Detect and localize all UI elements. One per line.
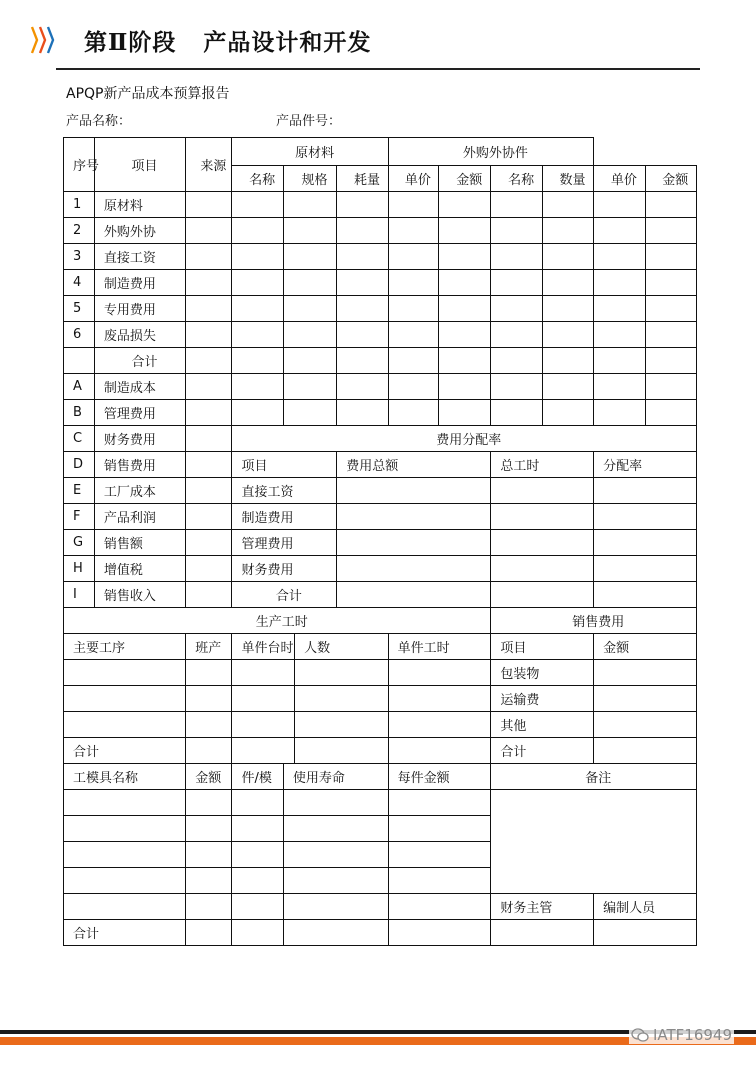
input-cell[interactable] [388, 322, 438, 348]
input-cell[interactable] [283, 790, 388, 816]
input-cell[interactable] [64, 894, 186, 920]
input-cell[interactable] [232, 322, 283, 348]
seq-cell: E [64, 478, 95, 504]
input-cell[interactable] [337, 556, 491, 582]
seq-cell: H [64, 556, 95, 582]
item-cell: 制造成本 [94, 374, 185, 400]
prod-header: 班产 [186, 634, 232, 660]
col-header: 金额 [439, 166, 491, 192]
table-row [64, 348, 697, 374]
input-cell[interactable] [594, 478, 697, 504]
table-row [64, 296, 697, 322]
input-cell[interactable] [232, 348, 283, 374]
table-row [64, 608, 697, 634]
table-row [64, 270, 697, 296]
input-cell[interactable] [186, 530, 232, 556]
input-cell[interactable] [186, 842, 232, 868]
input-cell[interactable] [337, 504, 491, 530]
input-cell[interactable] [594, 322, 645, 348]
input-cell[interactable] [232, 400, 283, 426]
input-cell[interactable] [186, 868, 232, 894]
input-cell[interactable] [542, 296, 593, 322]
header-source: 来源 [186, 138, 232, 192]
compiler-label: 编制人员 [594, 894, 697, 920]
col-header: 单价 [594, 166, 645, 192]
input-cell[interactable] [388, 348, 438, 374]
prod-header: 主要工序 [64, 634, 186, 660]
col-header: 金额 [645, 166, 696, 192]
item-cell: 管理费用 [94, 400, 185, 426]
item-cell: 工厂成本 [94, 478, 185, 504]
input-cell[interactable] [594, 582, 697, 608]
input-cell[interactable] [439, 192, 491, 218]
table-row [64, 582, 697, 608]
input-cell[interactable] [186, 322, 232, 348]
item-cell: 销售额 [94, 530, 185, 556]
table-row [64, 712, 697, 738]
item-cell: 销售收入 [94, 582, 185, 608]
input-cell[interactable] [491, 920, 594, 946]
input-cell[interactable] [388, 894, 491, 920]
table-row [64, 764, 697, 790]
input-cell[interactable] [645, 374, 696, 400]
input-cell[interactable] [388, 842, 491, 868]
sales-header: 金额 [594, 634, 697, 660]
input-cell[interactable] [283, 816, 388, 842]
input-cell[interactable] [439, 374, 491, 400]
input-cell[interactable] [491, 478, 594, 504]
input-cell[interactable] [594, 504, 697, 530]
input-cell[interactable] [491, 192, 542, 218]
input-cell[interactable] [388, 686, 491, 712]
allocation-item: 直接工资 [232, 478, 337, 504]
input-cell[interactable] [594, 712, 697, 738]
allocation-item: 管理费用 [232, 530, 337, 556]
report-title: APQP新产品成本预算报告 [66, 86, 230, 102]
production-hours-title: 生产工时 [64, 608, 491, 634]
part-number-label: 产品件号： [276, 114, 342, 129]
table-row [64, 400, 697, 426]
table-row [64, 504, 697, 530]
input-cell[interactable] [337, 296, 388, 322]
prod-total: 合计 [64, 738, 186, 764]
input-cell[interactable] [337, 348, 388, 374]
input-cell[interactable] [542, 374, 593, 400]
input-cell[interactable] [64, 842, 186, 868]
input-cell[interactable] [186, 218, 232, 244]
header-outsource: 外购外协件 [388, 138, 593, 166]
item-cell: 外购外协 [94, 218, 185, 244]
input-cell[interactable] [542, 322, 593, 348]
input-cell[interactable] [439, 296, 491, 322]
input-cell[interactable] [295, 686, 389, 712]
input-cell[interactable] [337, 322, 388, 348]
item-cell: 财务费用 [94, 426, 185, 452]
wechat-icon [631, 1028, 649, 1042]
seq-cell: I [64, 582, 95, 608]
input-cell[interactable] [186, 816, 232, 842]
allocation-item: 财务费用 [232, 556, 337, 582]
input-cell[interactable] [186, 660, 232, 686]
item-cell: 制造费用 [94, 270, 185, 296]
remarks-header: 备注 [491, 764, 697, 790]
input-cell[interactable] [594, 530, 697, 556]
seq-cell: F [64, 504, 95, 530]
allocation-header: 费用总额 [337, 452, 491, 478]
watermark-text: IATF16949 [652, 1026, 732, 1044]
prod-header: 单件工时 [388, 634, 491, 660]
input-cell[interactable] [645, 244, 696, 270]
col-header: 单价 [388, 166, 438, 192]
table-row [64, 374, 697, 400]
table-row [64, 478, 697, 504]
finance-supervisor-label: 财务主管 [491, 894, 594, 920]
table-row [64, 138, 697, 166]
sales-item: 包装物 [491, 660, 594, 686]
cost-budget-table [63, 137, 697, 946]
table-row [64, 660, 697, 686]
input-cell[interactable] [542, 244, 593, 270]
input-cell[interactable] [283, 842, 388, 868]
header-divider [56, 68, 700, 70]
input-cell[interactable] [64, 660, 186, 686]
table-row [64, 556, 697, 582]
input-cell[interactable] [186, 400, 232, 426]
input-cell[interactable] [232, 868, 283, 894]
input-cell[interactable] [645, 348, 696, 374]
input-cell[interactable] [542, 270, 593, 296]
input-cell[interactable] [491, 296, 542, 322]
table-row [64, 322, 697, 348]
input-cell[interactable] [64, 686, 186, 712]
input-cell[interactable] [337, 218, 388, 244]
item-cell: 直接工资 [94, 244, 185, 270]
seq-cell: C [64, 426, 95, 452]
input-cell[interactable] [64, 868, 186, 894]
watermark [629, 1026, 734, 1044]
seq-cell: 3 [64, 244, 95, 270]
input-cell[interactable] [283, 322, 336, 348]
col-header: 数量 [542, 166, 593, 192]
input-cell[interactable] [186, 556, 232, 582]
input-cell[interactable] [232, 270, 283, 296]
input-cell[interactable] [594, 270, 645, 296]
seq-cell [64, 348, 95, 374]
input-cell[interactable] [645, 218, 696, 244]
input-cell[interactable] [232, 244, 283, 270]
input-cell[interactable] [232, 738, 295, 764]
input-cell[interactable] [283, 894, 388, 920]
input-cell[interactable] [439, 348, 491, 374]
input-cell[interactable] [388, 712, 491, 738]
table-row [64, 920, 697, 946]
input-cell[interactable] [491, 556, 594, 582]
input-cell[interactable] [439, 244, 491, 270]
input-cell[interactable] [186, 712, 232, 738]
input-cell[interactable] [645, 270, 696, 296]
col-header: 规格 [283, 166, 336, 192]
input-cell[interactable] [645, 400, 696, 426]
sales-item: 运输费 [491, 686, 594, 712]
input-cell[interactable] [232, 192, 283, 218]
triple-chevron-icon [39, 26, 46, 54]
input-cell[interactable] [594, 738, 697, 764]
item-cell: 废品损失 [94, 322, 185, 348]
input-cell[interactable] [594, 218, 645, 244]
input-cell[interactable] [186, 270, 232, 296]
input-cell[interactable] [388, 218, 438, 244]
header-raw-material: 原材料 [232, 138, 388, 166]
input-cell[interactable] [491, 504, 594, 530]
input-cell[interactable] [186, 452, 232, 478]
allocation-item: 制造费用 [232, 504, 337, 530]
input-cell[interactable] [491, 244, 542, 270]
item-cell: 产品利润 [94, 504, 185, 530]
input-cell[interactable] [186, 192, 232, 218]
input-cell[interactable] [542, 348, 593, 374]
allocation-title: 费用分配率 [232, 426, 697, 452]
table-row [64, 192, 697, 218]
header-item: 项目 [94, 138, 185, 192]
seq-cell: 5 [64, 296, 95, 322]
input-cell[interactable] [337, 582, 491, 608]
col-header: 名称 [491, 166, 542, 192]
input-cell[interactable] [232, 894, 283, 920]
item-cell: 销售费用 [94, 452, 185, 478]
table-row [64, 452, 697, 478]
item-cell: 增值税 [94, 556, 185, 582]
seq-cell: G [64, 530, 95, 556]
input-cell[interactable] [186, 894, 232, 920]
tool-total: 合计 [64, 920, 186, 946]
allocation-header: 分配率 [594, 452, 697, 478]
col-header: 耗量 [337, 166, 388, 192]
input-cell[interactable] [186, 426, 232, 452]
input-cell[interactable] [283, 400, 336, 426]
input-cell[interactable] [491, 582, 594, 608]
input-cell[interactable] [542, 400, 593, 426]
input-cell[interactable] [439, 270, 491, 296]
table-row [64, 244, 697, 270]
input-cell[interactable] [283, 868, 388, 894]
input-cell[interactable] [645, 322, 696, 348]
table-row [64, 790, 697, 816]
input-cell[interactable] [232, 374, 283, 400]
tool-header: 使用寿命 [283, 764, 388, 790]
input-cell[interactable] [337, 192, 388, 218]
input-cell[interactable] [186, 374, 232, 400]
input-cell[interactable] [388, 790, 491, 816]
triple-chevron-icon [47, 26, 54, 54]
allocation-header: 总工时 [491, 452, 594, 478]
prod-header: 单件台时 [232, 634, 295, 660]
item-cell: 合计 [94, 348, 185, 374]
input-cell[interactable] [186, 738, 232, 764]
input-cell[interactable] [283, 374, 336, 400]
sales-item: 合计 [491, 738, 594, 764]
input-cell[interactable] [388, 920, 491, 946]
input-cell[interactable] [439, 400, 491, 426]
input-cell[interactable] [232, 712, 295, 738]
triple-chevron-icon [31, 26, 38, 54]
allocation-header: 项目 [232, 452, 337, 478]
table-row [64, 894, 697, 920]
input-cell[interactable] [594, 348, 645, 374]
table-row [64, 426, 697, 452]
input-cell[interactable] [283, 192, 336, 218]
input-cell[interactable] [594, 686, 697, 712]
seq-cell: 6 [64, 322, 95, 348]
input-cell[interactable] [186, 296, 232, 322]
item-cell: 原材料 [94, 192, 185, 218]
input-cell[interactable] [186, 790, 232, 816]
input-cell[interactable] [491, 400, 542, 426]
prod-header: 人数 [295, 634, 389, 660]
input-cell[interactable] [645, 296, 696, 322]
seq-cell: D [64, 452, 95, 478]
input-cell[interactable] [283, 920, 388, 946]
input-cell[interactable] [232, 790, 283, 816]
input-cell[interactable] [337, 400, 388, 426]
allocation-item: 合计 [232, 582, 337, 608]
input-cell[interactable] [594, 296, 645, 322]
input-cell[interactable] [491, 270, 542, 296]
item-cell: 专用费用 [94, 296, 185, 322]
input-cell[interactable] [283, 296, 336, 322]
tool-header: 每件金额 [388, 764, 491, 790]
seq-cell: 4 [64, 270, 95, 296]
input-cell[interactable] [388, 816, 491, 842]
input-cell[interactable] [594, 660, 697, 686]
table-row [64, 738, 697, 764]
remarks-area[interactable] [491, 790, 697, 894]
col-header: 名称 [232, 166, 283, 192]
input-cell[interactable] [337, 478, 491, 504]
input-cell[interactable] [388, 660, 491, 686]
input-cell[interactable] [594, 192, 645, 218]
tool-header: 金额 [186, 764, 232, 790]
seq-cell: B [64, 400, 95, 426]
input-cell[interactable] [491, 322, 542, 348]
input-cell[interactable] [388, 244, 438, 270]
table-row [64, 530, 697, 556]
input-cell[interactable] [64, 790, 186, 816]
input-cell[interactable] [594, 920, 697, 946]
input-cell[interactable] [283, 270, 336, 296]
header-seq: 序号 [64, 138, 95, 192]
input-cell[interactable] [186, 920, 232, 946]
input-cell[interactable] [232, 842, 283, 868]
input-cell[interactable] [232, 920, 283, 946]
input-cell[interactable] [542, 192, 593, 218]
table-row [64, 686, 697, 712]
input-cell[interactable] [388, 192, 438, 218]
input-cell[interactable] [186, 478, 232, 504]
input-cell[interactable] [295, 660, 389, 686]
input-cell[interactable] [594, 556, 697, 582]
input-cell[interactable] [186, 348, 232, 374]
input-cell[interactable] [232, 296, 283, 322]
input-cell[interactable] [542, 218, 593, 244]
input-cell[interactable] [64, 816, 186, 842]
input-cell[interactable] [594, 244, 645, 270]
input-cell[interactable] [283, 348, 336, 374]
sales-item: 其他 [491, 712, 594, 738]
input-cell[interactable] [186, 686, 232, 712]
input-cell[interactable] [491, 530, 594, 556]
input-cell[interactable] [186, 582, 232, 608]
input-cell[interactable] [295, 712, 389, 738]
input-cell[interactable] [439, 322, 491, 348]
input-cell[interactable] [388, 738, 491, 764]
input-cell[interactable] [232, 816, 283, 842]
input-cell[interactable] [594, 400, 645, 426]
seq-cell: 2 [64, 218, 95, 244]
input-cell[interactable] [388, 868, 491, 894]
input-cell[interactable] [491, 218, 542, 244]
input-cell[interactable] [388, 270, 438, 296]
input-cell[interactable] [388, 374, 438, 400]
input-cell[interactable] [232, 218, 283, 244]
input-cell[interactable] [337, 270, 388, 296]
sales-expenses-title: 销售费用 [491, 608, 697, 634]
table-row [64, 218, 697, 244]
input-cell[interactable] [645, 192, 696, 218]
page-title: 第Ⅱ阶段 产品设计和开发 [84, 29, 372, 56]
sales-header: 项目 [491, 634, 594, 660]
tool-header: 工模具名称 [64, 764, 186, 790]
input-cell[interactable] [439, 218, 491, 244]
table-row [64, 634, 697, 660]
product-name-label: 产品名称： [66, 114, 132, 129]
input-cell[interactable] [283, 218, 336, 244]
input-cell[interactable] [594, 374, 645, 400]
input-cell[interactable] [64, 712, 186, 738]
input-cell[interactable] [388, 400, 438, 426]
input-cell[interactable] [491, 374, 542, 400]
input-cell[interactable] [491, 348, 542, 374]
input-cell[interactable] [337, 530, 491, 556]
input-cell[interactable] [295, 738, 389, 764]
input-cell[interactable] [186, 244, 232, 270]
input-cell[interactable] [283, 244, 336, 270]
input-cell[interactable] [388, 296, 438, 322]
input-cell[interactable] [232, 660, 295, 686]
input-cell[interactable] [232, 686, 295, 712]
seq-cell: A [64, 374, 95, 400]
seq-cell: 1 [64, 192, 95, 218]
page-header [0, 0, 756, 72]
tool-header: 件/模 [232, 764, 283, 790]
input-cell[interactable] [186, 504, 232, 530]
input-cell[interactable] [337, 374, 388, 400]
input-cell[interactable] [337, 244, 388, 270]
